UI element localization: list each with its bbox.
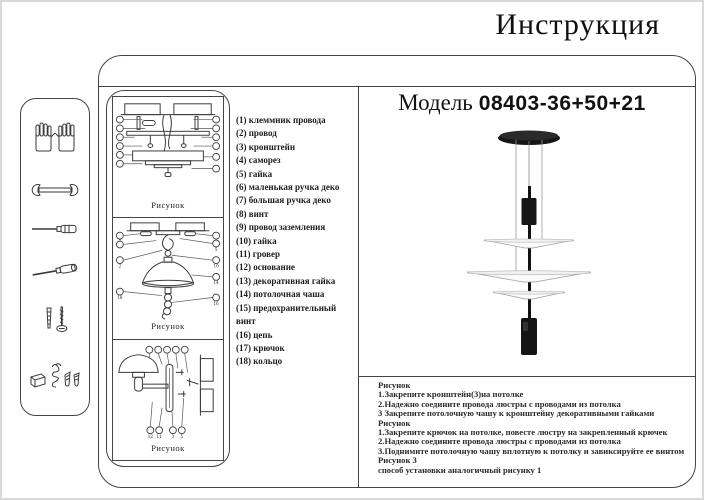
part-item: (14) потолочная чаша xyxy=(236,289,325,300)
wrench-icon xyxy=(30,182,80,198)
svg-text:10: 10 xyxy=(213,263,219,269)
part-item: (17) крючок xyxy=(236,342,285,353)
page-title: Инструкция xyxy=(495,8,660,41)
lamp-product-image xyxy=(437,126,622,356)
svg-text:12: 12 xyxy=(147,433,153,439)
part-item: (13) декоративная гайка xyxy=(236,275,336,286)
tools-sidebar xyxy=(20,98,90,416)
second-screwdriver-icon xyxy=(30,259,80,279)
instruction-line: Рисунок xyxy=(378,417,411,428)
instruction-line: 3.Поднимите потолочную чашу вплотную к потолку и завиксируйте ее винтом xyxy=(378,445,685,456)
part-item: (11) гровер xyxy=(236,249,280,260)
part-item: (12) основание xyxy=(236,262,295,273)
instruction-line: 1.Закрепите крючок на потолке, повесте люстру на закрепленный крючек xyxy=(378,427,668,438)
svg-text:16: 16 xyxy=(213,301,219,307)
instruction-line: способ установки аналогичный рисунку 1 xyxy=(378,464,542,475)
model-label: Модель xyxy=(398,90,473,115)
svg-text:18: 18 xyxy=(117,295,123,301)
installation-instructions xyxy=(378,381,683,475)
terminal-and-wire-caps-icon xyxy=(28,361,82,393)
model-header xyxy=(372,90,672,116)
instruction-line: 2.Надежно соедините провода люстры с проводами из потолка xyxy=(378,398,621,409)
part-item: (9) провод заземления xyxy=(236,222,326,233)
figure-1-caption: Рисунок xyxy=(151,200,185,210)
instruction-line: Рисунок xyxy=(378,380,411,390)
instructions-divider xyxy=(358,376,695,377)
part-item: (5) гайка xyxy=(236,168,273,179)
anchor-and-screw-icon xyxy=(35,304,75,336)
instruction-line: 2.Надежно соедините провода люстры с проводами из потолка xyxy=(378,436,621,447)
figure-2-caption: Рисунок xyxy=(151,321,185,332)
gloves-icon xyxy=(31,121,79,157)
part-item: (3) кронштейн xyxy=(236,141,296,152)
flat-screwdriver-icon xyxy=(30,223,80,235)
part-item: (16) цепь xyxy=(236,329,273,340)
part-item: (18) кольцо xyxy=(236,356,283,367)
instruction-line: 3 Закрепите потолочную чашу к кронштейну декоративными гайками xyxy=(378,408,655,419)
svg-text:14: 14 xyxy=(213,280,219,286)
svg-text:11: 11 xyxy=(156,433,162,439)
part-item: (15) предохранительный винт xyxy=(236,302,337,327)
header-divider xyxy=(99,86,695,87)
figure-3-caption: Рисунок xyxy=(151,442,185,453)
part-item: (2) провод xyxy=(236,128,277,139)
model-number: 08403-36+50+21 xyxy=(478,92,646,115)
column-divider xyxy=(358,86,359,487)
svg-text:5: 5 xyxy=(180,433,184,439)
part-item: (8) винт xyxy=(236,208,269,219)
part-item: (6) маленькая ручка деко xyxy=(236,182,340,193)
part-item: (7) большая ручка деко xyxy=(236,195,331,206)
instruction-line: 1.Закрепите кронштейн(3)на потолке xyxy=(378,389,524,400)
part-item: (1) клеммник провода xyxy=(236,115,326,125)
part-item: (4) саморез xyxy=(236,155,281,166)
part-item: (10) гайка xyxy=(236,235,277,246)
instruction-line: Рисунок 3 xyxy=(378,455,417,466)
svg-text:5: 5 xyxy=(214,247,218,253)
svg-text:3: 3 xyxy=(171,433,175,439)
svg-text:2: 2 xyxy=(118,263,122,269)
